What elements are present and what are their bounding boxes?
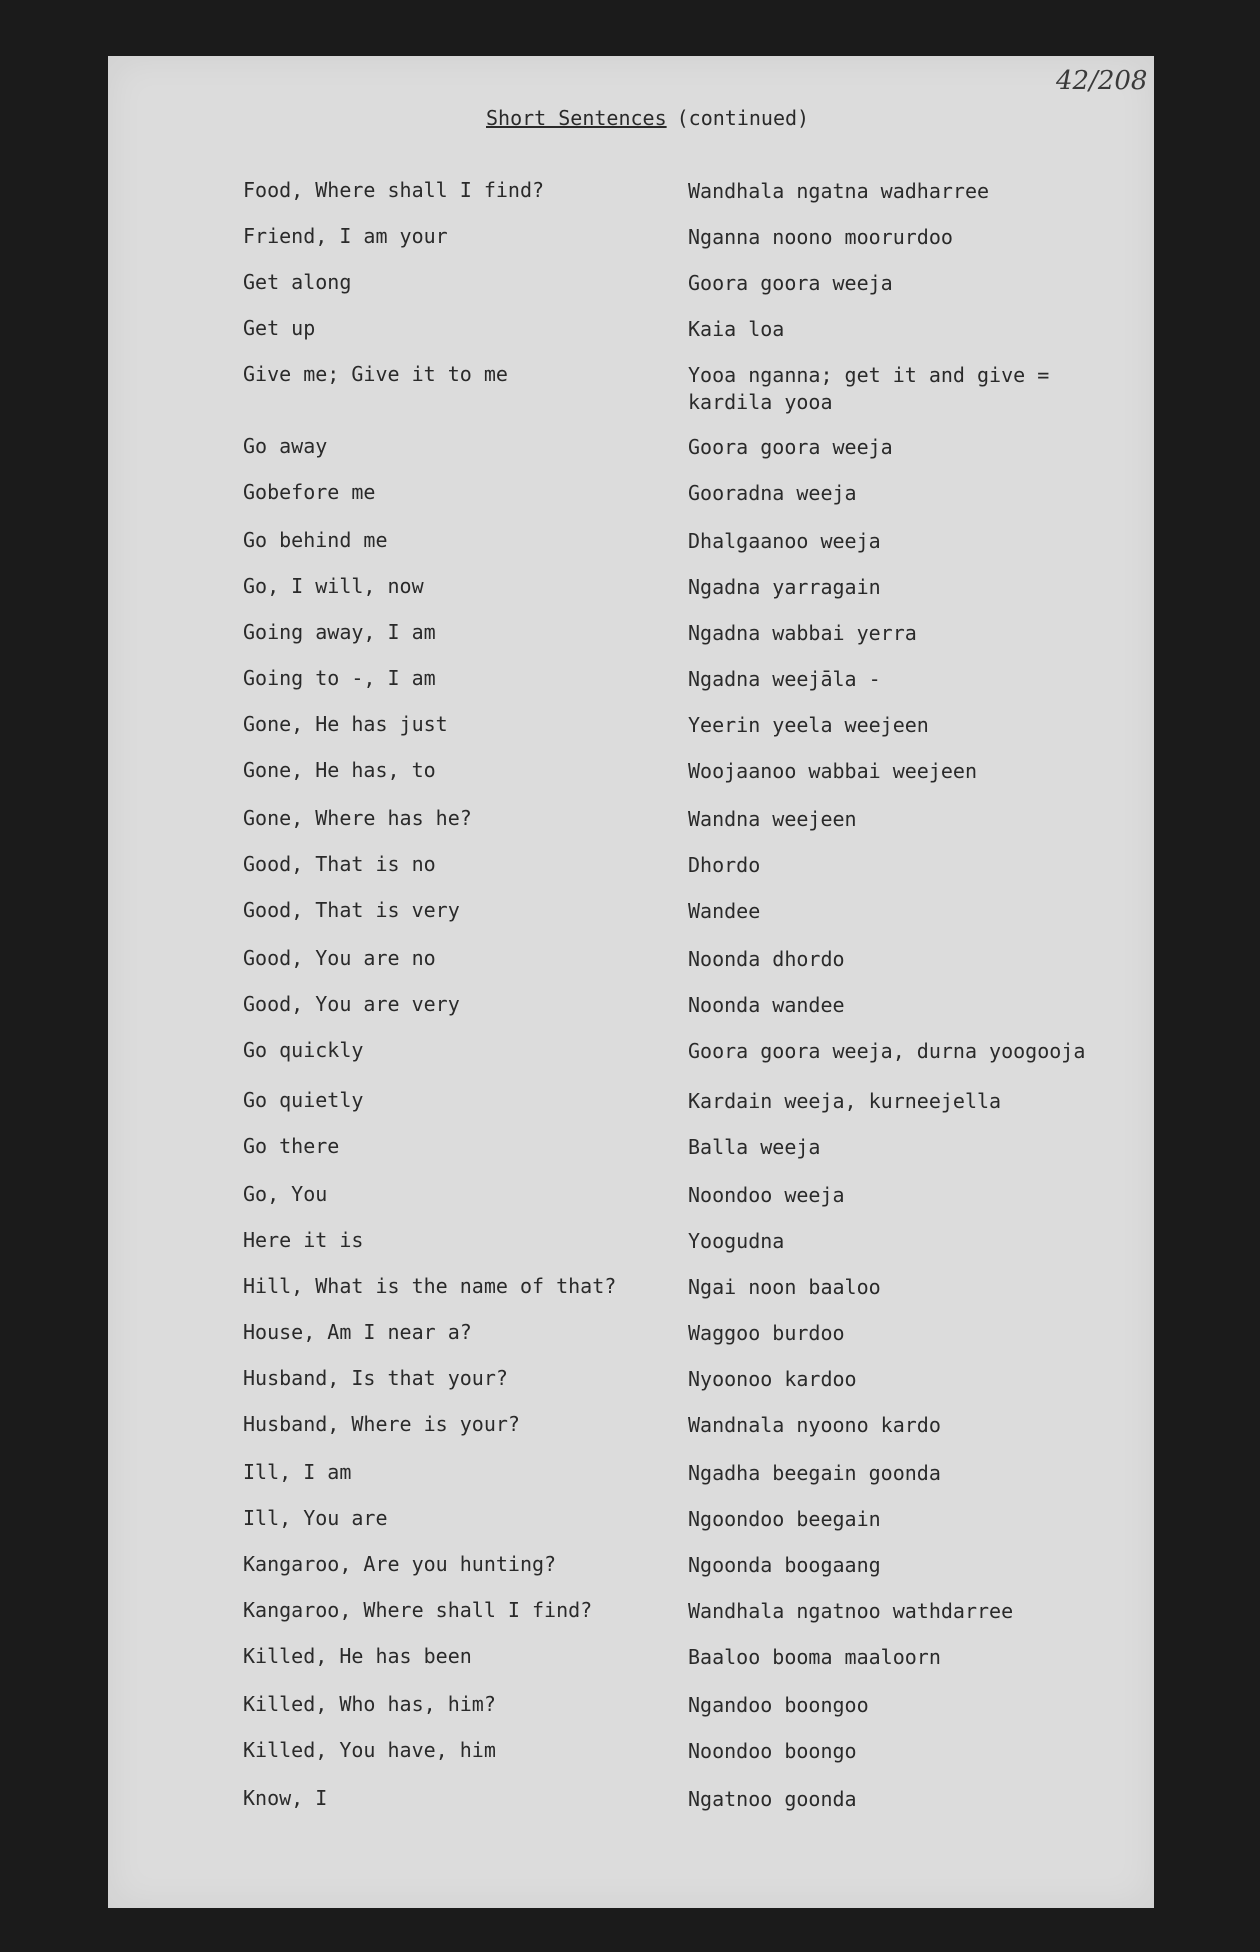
aboriginal-translation: Woojaanoo wabbai weejeen: [688, 759, 977, 783]
english-phrase: House, Am I near a?: [243, 1320, 472, 1344]
english-phrase: Husband, Is that your?: [243, 1366, 508, 1390]
english-phrase: Get along: [243, 270, 352, 294]
english-phrase: Good, That is no: [243, 852, 436, 876]
aboriginal-translation: Goora goora weeja: [688, 435, 893, 459]
aboriginal-translation: Dhordo: [688, 853, 761, 877]
english-phrase: Go quietly: [243, 1088, 364, 1112]
page-subtitle: (continued): [676, 106, 810, 130]
english-phrase: Here it is: [243, 1228, 364, 1252]
english-phrase: Going away, I am: [243, 620, 436, 644]
english-phrase: Ill, You are: [243, 1506, 388, 1530]
aboriginal-translation: Ngatnoo goonda: [688, 1787, 857, 1811]
folio-number: 42/208: [1056, 66, 1148, 96]
aboriginal-translation: Dhalgaanoo weeja: [688, 529, 881, 553]
english-phrase: Go, I will, now: [243, 574, 424, 598]
english-phrase: Go there: [243, 1134, 340, 1158]
english-phrase: Gobefore me: [243, 480, 376, 504]
aboriginal-translation: Ngandoo boongoo: [688, 1693, 869, 1717]
aboriginal-translation: Noonda wandee: [688, 993, 845, 1017]
english-phrase: Go, You: [243, 1182, 328, 1206]
english-phrase: Know, I: [243, 1786, 328, 1810]
aboriginal-translation: Ngai noon baaloo: [688, 1275, 881, 1299]
english-phrase: Go quickly: [243, 1038, 364, 1062]
english-phrase: Gone, Where has he?: [243, 806, 472, 830]
aboriginal-translation: Ngadna weejāla -: [688, 667, 881, 691]
aboriginal-translation: Yoogudna: [688, 1229, 785, 1253]
aboriginal-translation: Nyoonoo kardoo: [688, 1367, 857, 1391]
english-phrase: Good, That is very: [243, 898, 460, 922]
aboriginal-translation: Gooradna weeja: [688, 481, 857, 505]
english-phrase: Give me; Give it to me: [243, 362, 508, 386]
english-phrase: Gone, He has just: [243, 712, 448, 736]
aboriginal-translation: Goora goora weeja, durna yoogooja: [688, 1039, 1086, 1063]
english-phrase: Kangaroo, Are you hunting?: [243, 1552, 557, 1576]
aboriginal-translation: Ngoondoo beegain: [688, 1507, 881, 1531]
aboriginal-translation: Ngadha beegain goonda: [688, 1461, 941, 1485]
aboriginal-translation: Kaia loa: [688, 317, 785, 341]
english-phrase: Killed, He has been: [243, 1644, 472, 1668]
english-phrase: Kangaroo, Where shall I find?: [243, 1598, 593, 1622]
aboriginal-translation: Goora goora weeja: [688, 271, 893, 295]
english-phrase: Ill, I am: [243, 1460, 352, 1484]
aboriginal-translation: Wandhala ngatna wadharree: [688, 179, 990, 203]
english-phrase: Killed, You have, him: [243, 1738, 496, 1762]
english-phrase: Hill, What is the name of that?: [243, 1274, 617, 1298]
english-phrase: Good, You are no: [243, 946, 436, 970]
aboriginal-translation: Yooa nganna; get it and give = kardila yooa: [688, 363, 1050, 414]
english-phrase: Go behind me: [243, 528, 388, 552]
aboriginal-translation: Wandnala nyoono kardo: [688, 1413, 941, 1437]
aboriginal-translation: Ngoonda boogaang: [688, 1553, 881, 1577]
english-phrase: Get up: [243, 316, 316, 340]
aboriginal-translation: Baaloo booma maaloorn: [688, 1645, 941, 1669]
aboriginal-translation: Wandee: [688, 899, 761, 923]
page-title: Short Sentences: [486, 106, 667, 130]
english-phrase: Friend, I am your: [243, 224, 448, 248]
aboriginal-translation: Noondoo boongo: [688, 1739, 857, 1763]
aboriginal-translation: Wandna weejeen: [688, 807, 857, 831]
aboriginal-translation: Ngadna yarragain: [688, 575, 881, 599]
english-phrase: Husband, Where is your?: [243, 1412, 520, 1436]
aboriginal-translation: Yeerin yeela weejeen: [688, 713, 929, 737]
english-phrase: Good, You are very: [243, 992, 460, 1016]
aboriginal-translation: Noondoo weeja: [688, 1183, 845, 1207]
aboriginal-translation: Balla weeja: [688, 1135, 821, 1159]
aboriginal-translation: Noonda dhordo: [688, 947, 845, 971]
english-phrase: Go away: [243, 434, 328, 458]
aboriginal-translation: Waggoo burdoo: [688, 1321, 845, 1345]
english-phrase: Killed, Who has, him?: [243, 1692, 496, 1716]
english-phrase: Going to -, I am: [243, 666, 436, 690]
english-phrase: Food, Where shall I find?: [243, 178, 545, 202]
english-phrase: Gone, He has, to: [243, 758, 436, 782]
aboriginal-translation: Nganna noono moorurdoo: [688, 225, 953, 249]
aboriginal-translation: Wandhala ngatnoo wathdarree: [688, 1599, 1014, 1623]
aboriginal-translation: Ngadna wabbai yerra: [688, 621, 917, 645]
aboriginal-translation: Kardain weeja, kurneejella: [688, 1089, 1002, 1113]
